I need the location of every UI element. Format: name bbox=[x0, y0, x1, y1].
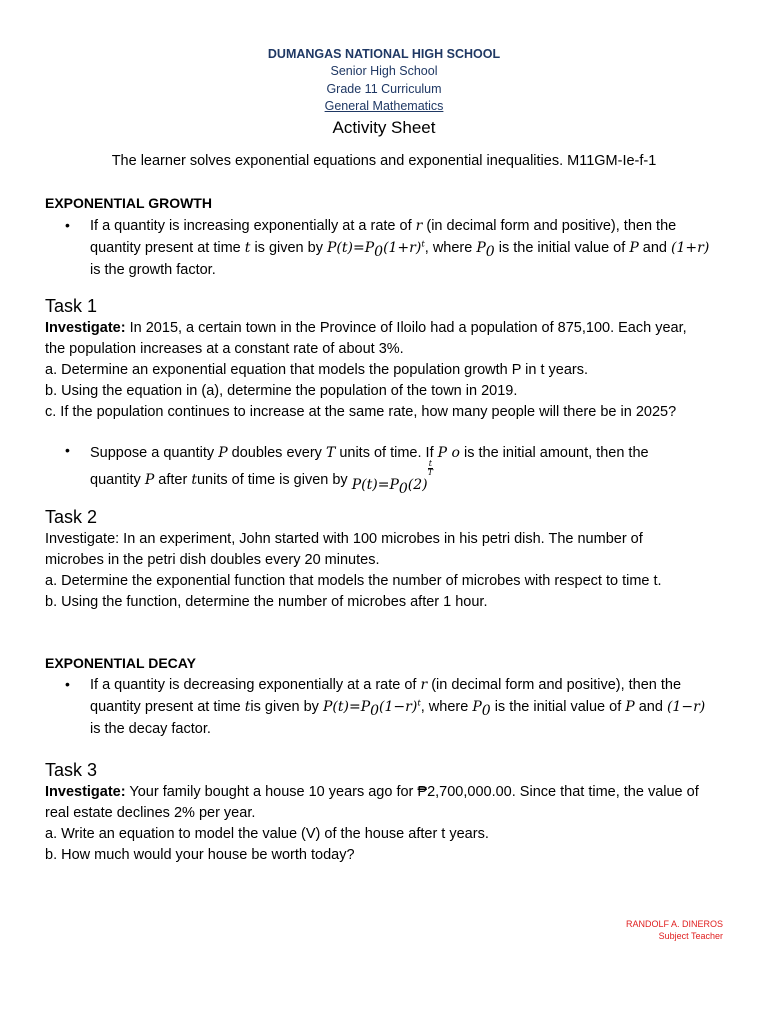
teacher-role: Subject Teacher bbox=[658, 931, 723, 941]
doubling-text-7: units of time is given by bbox=[196, 472, 348, 488]
growth-bullet bbox=[45, 215, 725, 281]
formula-r: r bbox=[420, 677, 428, 693]
document-header bbox=[0, 46, 768, 139]
growth-bullet-text bbox=[90, 215, 725, 281]
formula-T: T bbox=[325, 445, 336, 461]
decay-text-2: (in decimal form and positive), then the bbox=[431, 677, 682, 693]
task-3-question-a: a. Write an equation to model the value (V) of the house after t years. bbox=[45, 826, 489, 842]
formula-t: t bbox=[244, 699, 251, 715]
task-2-section bbox=[45, 505, 725, 613]
page-title: Activity Sheet bbox=[332, 117, 436, 137]
task-1-question-b: b. Using the equation in (a), determine the population of the town in 2019. bbox=[45, 383, 518, 399]
growth-section bbox=[45, 193, 725, 281]
task-2-line-1: Investigate: In an experiment, John started with 100 microbes in his petri dish. The number of bbox=[45, 531, 643, 547]
doubling-text-3: units of time. If bbox=[339, 445, 434, 461]
growth-text-6: is the initial value of bbox=[498, 240, 626, 256]
decay-formula: $P(t)=P_0(1-r)^t$ bbox=[322, 698, 421, 719]
growth-factor-formula: (1+r) bbox=[671, 240, 710, 256]
formula-p: P bbox=[144, 472, 155, 488]
bullet-dot-icon: • bbox=[65, 217, 70, 233]
task-1-section bbox=[45, 294, 725, 423]
decay-text-4: is given by bbox=[250, 699, 319, 715]
doubling-text-6: after bbox=[158, 472, 188, 488]
task-2-question-a: a. Determine the exponential function that models the number of microbes with respect to time t. bbox=[45, 573, 662, 589]
task-3-line-1 bbox=[45, 782, 725, 803]
teacher-name: RANDOLF A. DINEROS bbox=[625, 919, 723, 929]
growth-formula: $P(t)=P_0(1+r)^t$ bbox=[326, 239, 425, 260]
growth-text-8: is the growth factor. bbox=[90, 262, 216, 278]
task-3-question-b: b. How much would your house be worth today? bbox=[45, 847, 355, 863]
curriculum-label: Grade 11 Curriculum bbox=[326, 81, 442, 96]
doubling-text-4: is the initial amount, then the bbox=[464, 445, 649, 461]
teacher-signature-block bbox=[626, 918, 723, 942]
decay-text-6: is the initial value of bbox=[494, 699, 622, 715]
formula-r: r bbox=[415, 218, 423, 234]
growth-text-5: , where bbox=[424, 240, 473, 256]
doubling-text-1: Suppose a quantity bbox=[90, 445, 215, 461]
decay-section bbox=[45, 653, 725, 740]
bullet-dot-icon: • bbox=[65, 442, 70, 458]
school-name: DUMANGAS NATIONAL HIGH SCHOOL bbox=[267, 47, 501, 61]
doubling-formula: $P(t)=P_0(2)$ $\frac{t}{T}$ bbox=[351, 459, 433, 497]
task-2-heading: Task 2 bbox=[45, 507, 98, 527]
decay-bullet-text bbox=[90, 674, 725, 740]
growth-text-4: is given by bbox=[254, 240, 323, 256]
task-3-text-1: Your family bought a house 10 years ago for ₱2,700,000.00. Since that time, the value of bbox=[129, 784, 699, 800]
formula-t: t bbox=[191, 472, 197, 488]
doubling-bullet bbox=[45, 440, 725, 497]
formula-p: P bbox=[218, 445, 228, 461]
growth-text-1: If a quantity is increasing exponentially at a rate of bbox=[90, 218, 412, 234]
task-3-line-2: real estate declines 2% per year. bbox=[45, 805, 256, 821]
formula-p: P bbox=[625, 699, 635, 715]
doubling-text-2: doubles every bbox=[231, 445, 322, 461]
task-2-line-2: microbes in the petri dish doubles every 20 minutes. bbox=[45, 552, 380, 568]
decay-text-8: is the decay factor. bbox=[90, 721, 211, 737]
decay-text-7: and bbox=[638, 699, 663, 715]
task-1-line-1 bbox=[45, 318, 725, 339]
decay-bullet bbox=[45, 674, 725, 740]
formula-p: P bbox=[629, 240, 639, 256]
task-1-text-1: In 2015, a certain town in the Province of Iloilo had a population of 875,100. Each year, bbox=[129, 320, 687, 336]
decay-text-3: quantity present at time bbox=[90, 699, 241, 715]
decay-heading: EXPONENTIAL DECAY bbox=[45, 655, 196, 671]
school-level: Senior High School bbox=[330, 64, 438, 78]
formula-p0: $P_0$ bbox=[472, 699, 491, 719]
formula-p0: $P_0$ bbox=[476, 240, 495, 260]
investigate-label: Investigate: bbox=[45, 320, 126, 336]
formula-po: P o bbox=[437, 445, 460, 461]
growth-text-2: (in decimal form and positive), then the bbox=[426, 218, 677, 234]
doubling-section bbox=[45, 440, 725, 497]
task-1-line-2: the population increases at a constant rate of about 3%. bbox=[45, 341, 404, 357]
task-3-section bbox=[45, 758, 725, 866]
task-1-question-a: a. Determine an exponential equation that models the population growth P in t years. bbox=[45, 362, 589, 378]
decay-text-5: , where bbox=[420, 699, 469, 715]
decay-factor-formula: (1−r) bbox=[666, 699, 706, 715]
investigate-label: Investigate: bbox=[45, 784, 126, 800]
decay-text-1: If a quantity is decreasing exponentially at a rate of bbox=[90, 677, 417, 693]
subject-label: General Mathematics bbox=[324, 99, 444, 113]
learning-competency: The learner solves exponential equations and exponential inequalities. M11GM-Ie-f-1 bbox=[111, 153, 657, 169]
task-2-question-b: b. Using the function, determine the number of microbes after 1 hour. bbox=[45, 594, 488, 610]
doubling-bullet-text bbox=[90, 440, 725, 497]
growth-heading: EXPONENTIAL GROWTH bbox=[45, 195, 212, 211]
formula-t: t bbox=[244, 240, 251, 256]
task-1-question-c: c. If the population continues to increase at the same rate, how many people will there be in 2025? bbox=[45, 404, 677, 420]
bullet-dot-icon: • bbox=[65, 676, 70, 692]
growth-text-3: quantity present at time bbox=[90, 240, 241, 256]
doubling-text-5: quantity bbox=[90, 472, 141, 488]
task-3-heading: Task 3 bbox=[45, 760, 98, 780]
task-1-heading: Task 1 bbox=[45, 296, 98, 316]
growth-text-7: and bbox=[642, 240, 667, 256]
